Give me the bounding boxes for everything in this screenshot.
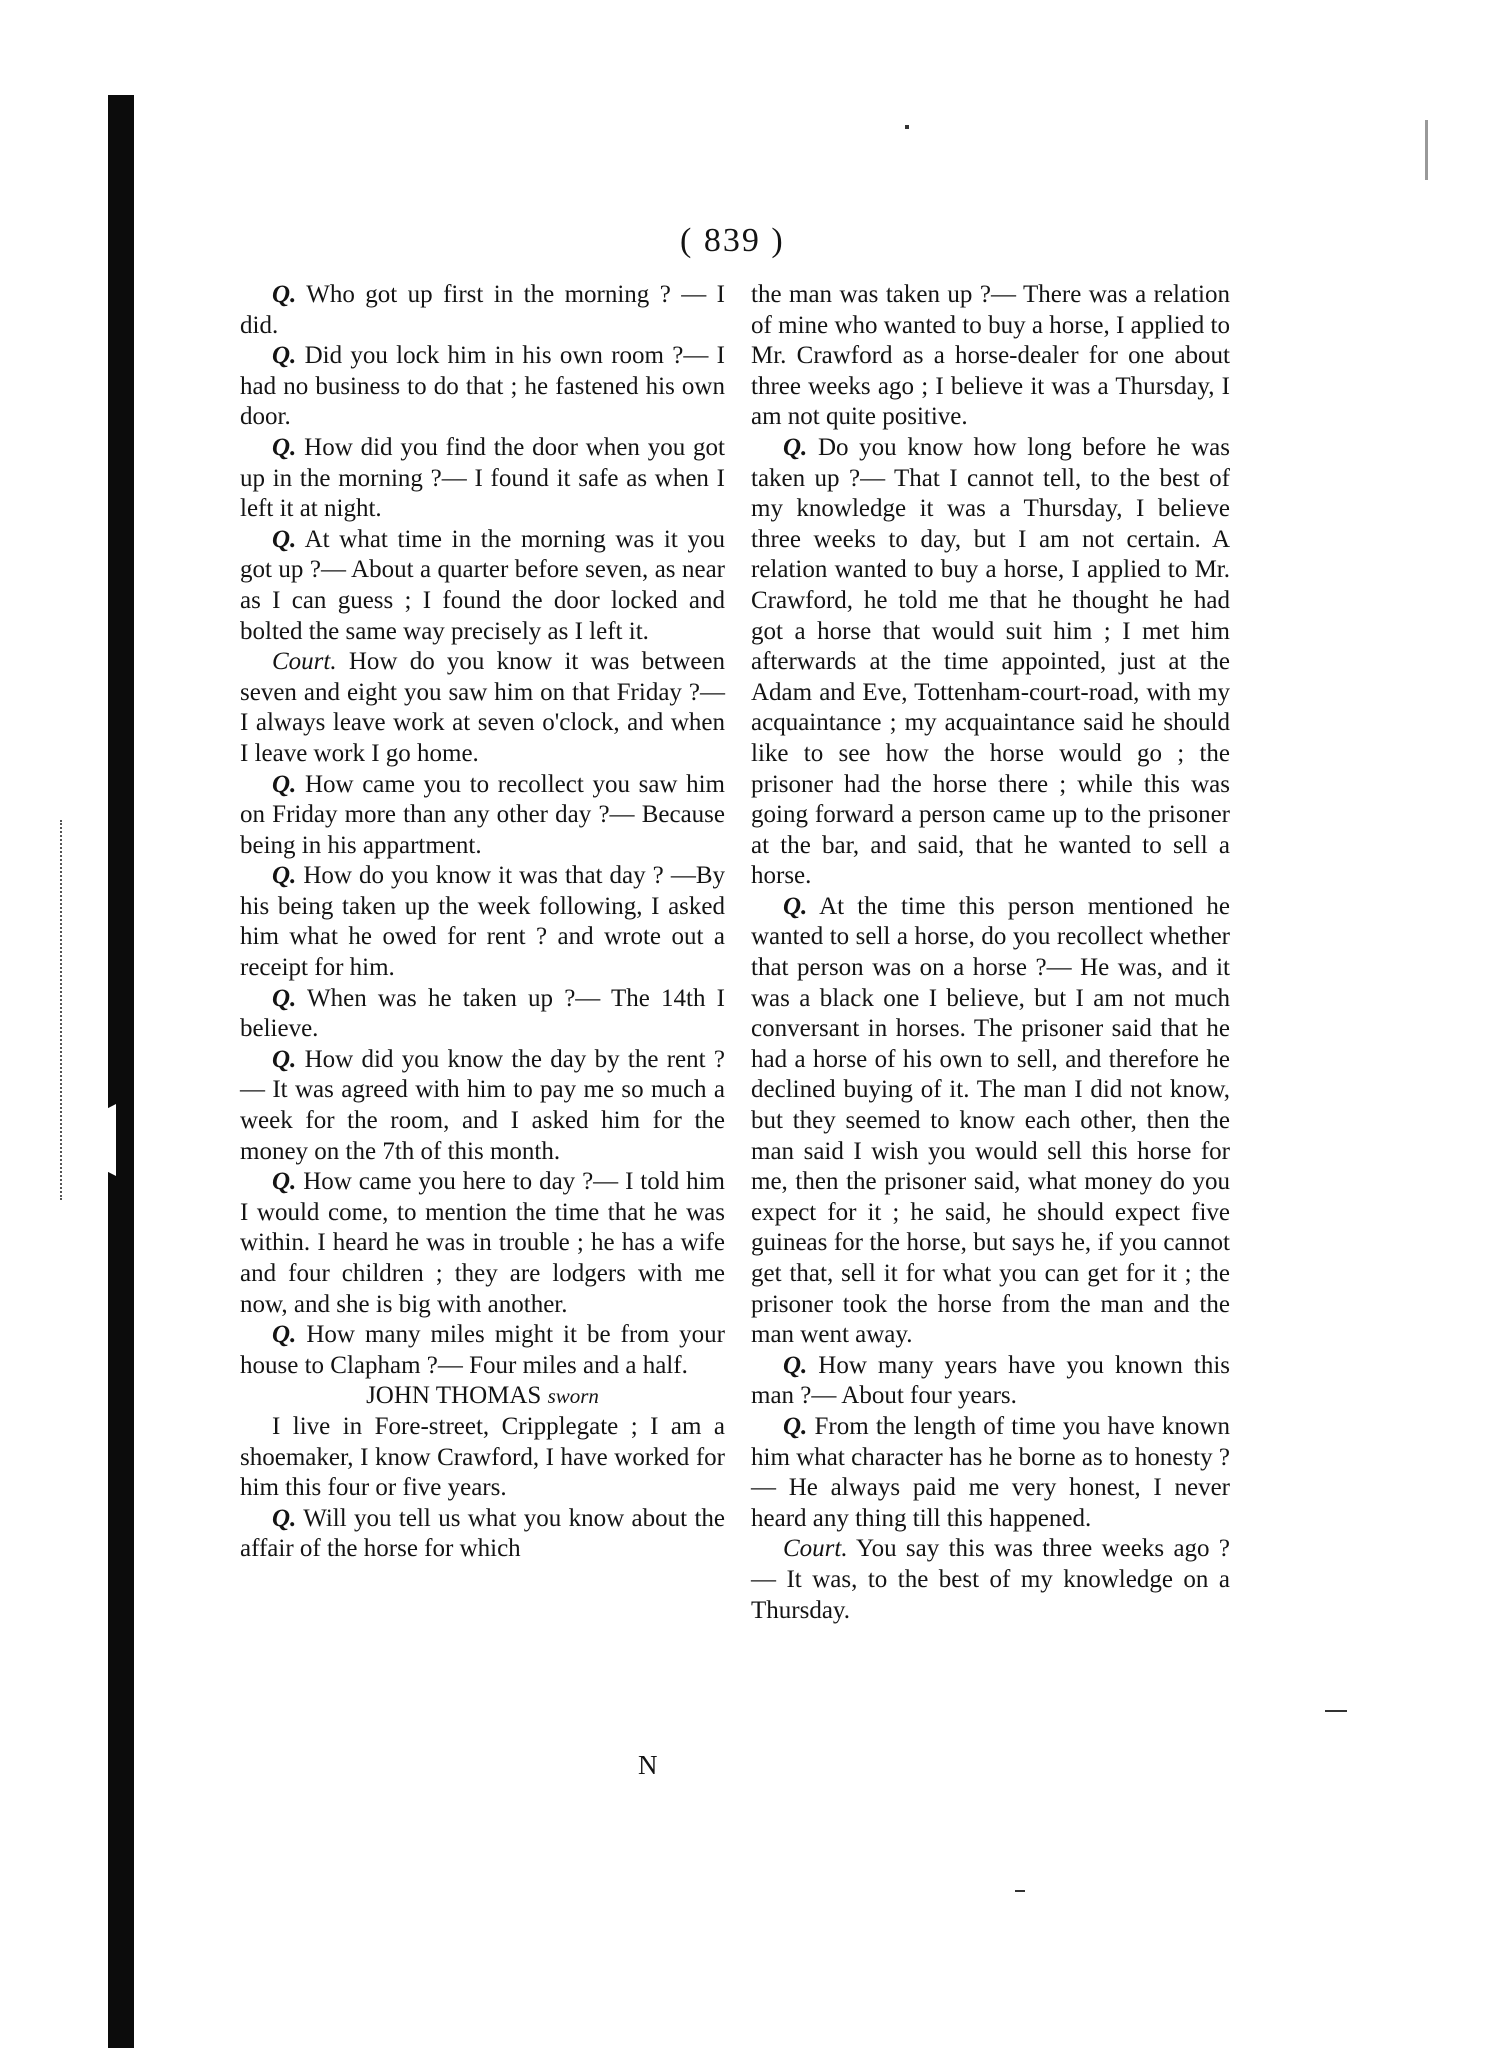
paragraph — [240, 1045, 725, 1167]
paragraph-text: Who got up first in the morning ? — I did. — [240, 281, 725, 339]
question-label: Q. — [272, 1504, 297, 1532]
paragraph — [240, 525, 725, 647]
question-label: Q. — [272, 770, 297, 798]
paragraph — [240, 861, 725, 983]
paragraph — [240, 770, 725, 862]
question-label: Q. — [272, 525, 297, 553]
paragraph-text: How came you to recollect you saw him on Friday more than any other day ?— Because being in his appartment. — [240, 770, 725, 859]
catchword: N — [638, 1750, 658, 1780]
page-number: ( 839 ) — [680, 222, 785, 259]
paragraph-text: How many years have you known this man ?— About four years. — [751, 1351, 1230, 1410]
witness-name: JOHN THOMAS — [366, 1382, 542, 1410]
paragraph — [240, 1504, 725, 1565]
question-label: Q. — [783, 892, 808, 920]
court-label: Court. — [783, 1535, 848, 1563]
court-label: Court. — [272, 648, 337, 676]
paragraph — [240, 1320, 725, 1381]
binding-spine — [108, 95, 134, 2048]
paragraph-text: When was he taken up ?— The 14th I believe. — [240, 984, 725, 1043]
spine-notch — [46, 1095, 116, 1185]
paragraph-text: How did you know the day by the rent ?— It was agreed with him to pay me so much a week for the room, and I asked him for the money on the 7th of this month. — [240, 1045, 725, 1165]
paragraph-text: the man was taken up ?— There was a relation of mine who wanted to buy a horse, I applied to Mr. Crawford as a horse-dealer for one about three weeks ago ; I believe it was a Thursday, I am not quite positive. — [751, 281, 1230, 431]
scan-speck — [1325, 1710, 1347, 1712]
paragraph-text: How do you know it was that day ? —By his being taken up the week following, I asked him what he owed for rent ? and wrote out a receipt for him. — [240, 862, 725, 982]
paragraph-text: You say this was three weeks ago ?— It was, to the best of my knowledge on a Thursday. — [751, 1535, 1230, 1624]
question-label: Q. — [272, 1321, 297, 1349]
paragraph — [240, 984, 725, 1045]
paragraph — [240, 433, 725, 525]
paragraph — [751, 892, 1230, 1351]
paragraph-text: How do you know it was between seven and eight you saw him on that Friday ?— I always leave work at seven o'clock, and when I leave work I go home. — [240, 648, 725, 767]
paragraph-text: At what time in the morning was it you got up ?— About a quarter before seven, as near as I can guess ; I found the door locked and bolted the same way precisely as I left it. — [240, 525, 725, 645]
scan-speck — [905, 125, 909, 129]
paragraph-text: How many miles might it be from your house to Clapham ?— Four miles and a half. — [240, 1321, 725, 1379]
question-label: Q. — [272, 342, 297, 370]
question-label: Q. — [272, 984, 297, 1012]
right-paragraphs — [751, 280, 1230, 1626]
paragraph — [751, 1534, 1230, 1626]
spine-edge-marks — [60, 820, 65, 1200]
scan-speck — [1425, 120, 1428, 180]
paragraph-text: At the time this person mentioned he wanted to sell a horse, do you recollect whether that person was on a horse ?— He was, and it was a black one I believe, but I am not much conversant in horses. The prisoner said that he had a horse of his own to sell, and therefore he declined buying of it. The man I did not know, but they seemed to know each other, then the man said I wish you would sell this horse for me, then the prisoner said, what money do you expect for it ; he said, he should expect five guineas for the horse, but says he, if you cannot get that, sell it for what you can get for it ; the prisoner took the horse from the man and the man went away. — [751, 892, 1230, 1349]
question-label: Q. — [272, 281, 297, 308]
question-label: Q. — [272, 862, 297, 890]
question-label: Q. — [272, 1045, 297, 1073]
paragraph — [751, 433, 1230, 892]
paragraph — [751, 1412, 1230, 1534]
paragraph-text: Did you lock him in his own room ?— I had no business to do that ; he fastened his own door. — [240, 342, 725, 431]
paragraph — [240, 280, 725, 341]
paragraph — [240, 1167, 725, 1320]
witness-heading — [240, 1381, 725, 1412]
left-paragraphs — [240, 280, 725, 1381]
paragraph — [751, 280, 1230, 433]
right-column — [751, 280, 1230, 1626]
scan-speck — [1015, 1890, 1025, 1892]
paragraph-text: How did you find the door when you got up in the morning ?— I found it safe as when I left it at night. — [240, 433, 725, 523]
paragraph — [240, 341, 725, 433]
paragraph-text: How came you here to day ?— I told him I would come, to mention the time that he was within. I heard he was in trouble ; he has a wife and four children ; they are lodgers with me now, and she is big with another. — [240, 1168, 725, 1318]
witness-testimony: I live in Fore-street, Cripplegate ; I am a shoemaker, I know Crawford, I have worked for him this four or five years. — [240, 1412, 725, 1502]
left-column — [240, 280, 725, 1565]
paragraph — [240, 647, 725, 769]
witness-sworn: sworn — [547, 1384, 599, 1409]
question-label: Q. — [783, 433, 808, 461]
paragraph — [751, 1351, 1230, 1412]
question-label: Q. — [783, 1351, 808, 1379]
question-label: Q. — [272, 1168, 297, 1196]
paragraph-text: From the length of time you have known him what character has he borne as to honesty ?— He always paid me very honest, I never heard any thing till this happened. — [751, 1412, 1230, 1532]
paragraph-text: Do you know how long before he was taken up ?— That I cannot tell, to the best of my knowledge it was a Thursday, I believe three weeks to day, but I am not certain. A relation wanted to buy a horse, I applied to Mr. Crawford, he told me that he thought he had got a horse that would suit him ; I met him afterwards at the time appointed, just at the Adam and Eve, Tottenham-court-road, with my acquaintance ; my acquaintance said he should like to see how the horse would go ; the prisoner had the horse there ; while this was going forward a person came up to the prisoner at the bar, and said, that he wanted to sell a horse. — [751, 433, 1230, 890]
paragraph-text: Will you tell us what you know about the affair of the horse for which — [240, 1504, 725, 1563]
question-label: Q. — [272, 433, 297, 461]
question-label: Q. — [783, 1412, 808, 1440]
